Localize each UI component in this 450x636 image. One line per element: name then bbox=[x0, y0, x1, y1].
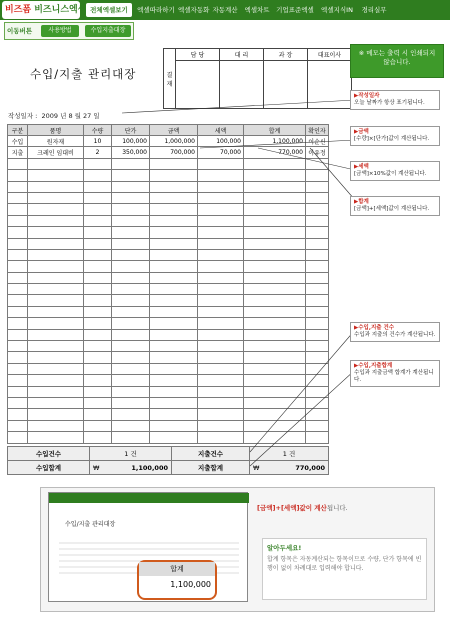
expense-sum-label: 지출합계 bbox=[172, 461, 250, 475]
tip-body: 합계 항목은 자동계산되는 항목이므로 수량, 단가 항목에 빈행이 없이 차례대로 입력해야 합니다. bbox=[267, 556, 422, 572]
table-cell[interactable]: 350,000 bbox=[112, 147, 150, 158]
col-header: 수량 bbox=[84, 125, 112, 136]
tip-title: 알아두세요! bbox=[267, 544, 302, 552]
nav-item[interactable]: 경리실무 bbox=[361, 6, 387, 14]
callout-title: ▶합계 bbox=[354, 199, 369, 205]
approval-side-label: 결 재 bbox=[164, 49, 176, 109]
ledger-button[interactable]: 수입지출대장 bbox=[85, 25, 131, 37]
col-header: 확인자 bbox=[306, 125, 329, 136]
callout-title: ▶세액 bbox=[354, 164, 369, 170]
table-cell[interactable]: 10 bbox=[84, 136, 112, 147]
formula-emph: [금액]+[세액]값이 계산 bbox=[257, 504, 327, 512]
table-cell[interactable]: 770,000 bbox=[244, 147, 306, 158]
col-header: 구분 bbox=[8, 125, 28, 136]
table-cell[interactable]: 1,000,000 bbox=[150, 136, 198, 147]
tip-box bbox=[262, 538, 427, 600]
callout-body: 수입과 지출금액 합계가 계산됩니다. bbox=[354, 370, 434, 383]
table-cell[interactable]: 수입 bbox=[8, 136, 28, 147]
callout-sums bbox=[350, 360, 440, 387]
callout-body: [수량]×[단가]값이 계산됩니다. bbox=[354, 136, 430, 142]
nav-item[interactable]: 엑셀차트 bbox=[244, 6, 270, 14]
table-cell[interactable]: 2 bbox=[84, 147, 112, 158]
callout-body: 수입과 지출의 건수가 계산됩니다. bbox=[354, 332, 436, 338]
table-cell[interactable]: 이순신 bbox=[306, 136, 329, 147]
callout-body: [금액]×10%값이 계산됩니다. bbox=[354, 171, 427, 177]
table-cell[interactable]: 100,000 bbox=[112, 136, 150, 147]
nav-all-excel[interactable]: 전체엑셀보기 bbox=[86, 3, 132, 17]
table-cell[interactable]: 70,000 bbox=[198, 147, 244, 158]
approval-role: 대 리 bbox=[220, 49, 264, 61]
approval-role: 담 당 bbox=[176, 49, 220, 61]
callout-tax bbox=[350, 161, 440, 181]
nav-item[interactable]: 자동계산 bbox=[212, 6, 238, 14]
magnified-total bbox=[137, 560, 217, 600]
table-cell[interactable]: 700,000 bbox=[150, 147, 198, 158]
approval-role: 과 장 bbox=[264, 49, 308, 61]
callout-title: ▶작성일자 bbox=[354, 93, 380, 99]
callout-title: ▶수입,지출 건수 bbox=[354, 325, 395, 331]
print-notice: ※ 메모는 출력 시 인쇄되지 않습니다. bbox=[350, 44, 444, 78]
expense-count-label: 지출건수 bbox=[172, 447, 250, 461]
nav-item[interactable]: 엑셀지식IN bbox=[321, 6, 353, 14]
table-cell[interactable]: 이유정 bbox=[306, 147, 329, 158]
mini-header bbox=[49, 493, 249, 503]
mini-title: 수입/지출 관리대장 bbox=[65, 521, 116, 528]
col-header: 금액 bbox=[150, 125, 198, 136]
page-title: 수입/지출 관리대장 bbox=[30, 67, 137, 81]
expense-sum-value: 770,000 bbox=[295, 463, 325, 472]
income-count-label: 수입건수 bbox=[8, 447, 90, 461]
nav-item[interactable]: 기업표준엑셀 bbox=[276, 6, 314, 14]
col-header: 합계 bbox=[244, 125, 306, 136]
table-cell[interactable]: 원자재 bbox=[28, 136, 84, 147]
callout-title: ▶금액 bbox=[354, 129, 369, 135]
callout-counts bbox=[350, 322, 440, 342]
brand-logo[interactable]: 비즈폼 비즈니스엑셀 bbox=[2, 1, 80, 19]
formula-note bbox=[257, 503, 348, 512]
approval-role: 대표이사 bbox=[308, 49, 352, 61]
usage-button[interactable]: 사용방법 bbox=[41, 25, 79, 37]
col-header: 세액 bbox=[198, 125, 244, 136]
col-header: 품명 bbox=[28, 125, 84, 136]
nav-item[interactable]: 엑셀따라하기 bbox=[137, 6, 175, 14]
formula-rest: 됩니다. bbox=[326, 504, 348, 512]
magnified-value: 1,100,000 bbox=[170, 580, 211, 589]
table-cell[interactable]: 지출 bbox=[8, 147, 28, 158]
currency-sign: ₩ bbox=[93, 463, 100, 472]
currency-sign: ₩ bbox=[253, 463, 260, 472]
date-label: 작성일자 : bbox=[8, 112, 38, 120]
date-value[interactable]: 2009 년 8 월 27 일 bbox=[41, 112, 100, 120]
callout-total bbox=[350, 196, 440, 216]
table-cell[interactable]: 100,000 bbox=[198, 136, 244, 147]
expense-count-value: 1 건 bbox=[250, 447, 329, 461]
income-sum-label: 수입합계 bbox=[8, 461, 90, 475]
table-cell[interactable]: 1,100,000 bbox=[244, 136, 306, 147]
nav-item[interactable]: 엑셀자동화 bbox=[178, 6, 210, 14]
magnified-header: 합계 bbox=[139, 562, 215, 576]
col-header: 단가 bbox=[112, 125, 150, 136]
move-button-label: 이동버튼 bbox=[7, 27, 33, 35]
callout-amount bbox=[350, 126, 440, 146]
table-cell[interactable]: 크레인 임대비 bbox=[28, 147, 84, 158]
callout-body: [금액]+[세액]값이 계산됩니다. bbox=[354, 206, 430, 212]
income-count-value: 1 건 bbox=[90, 447, 172, 461]
callout-date bbox=[350, 90, 440, 110]
income-sum-value: 1,100,000 bbox=[131, 463, 168, 472]
callout-title: ▶수입,지출합계 bbox=[354, 363, 393, 369]
callout-body: 오늘 날짜가 항상 표기됩니다. bbox=[354, 100, 425, 106]
